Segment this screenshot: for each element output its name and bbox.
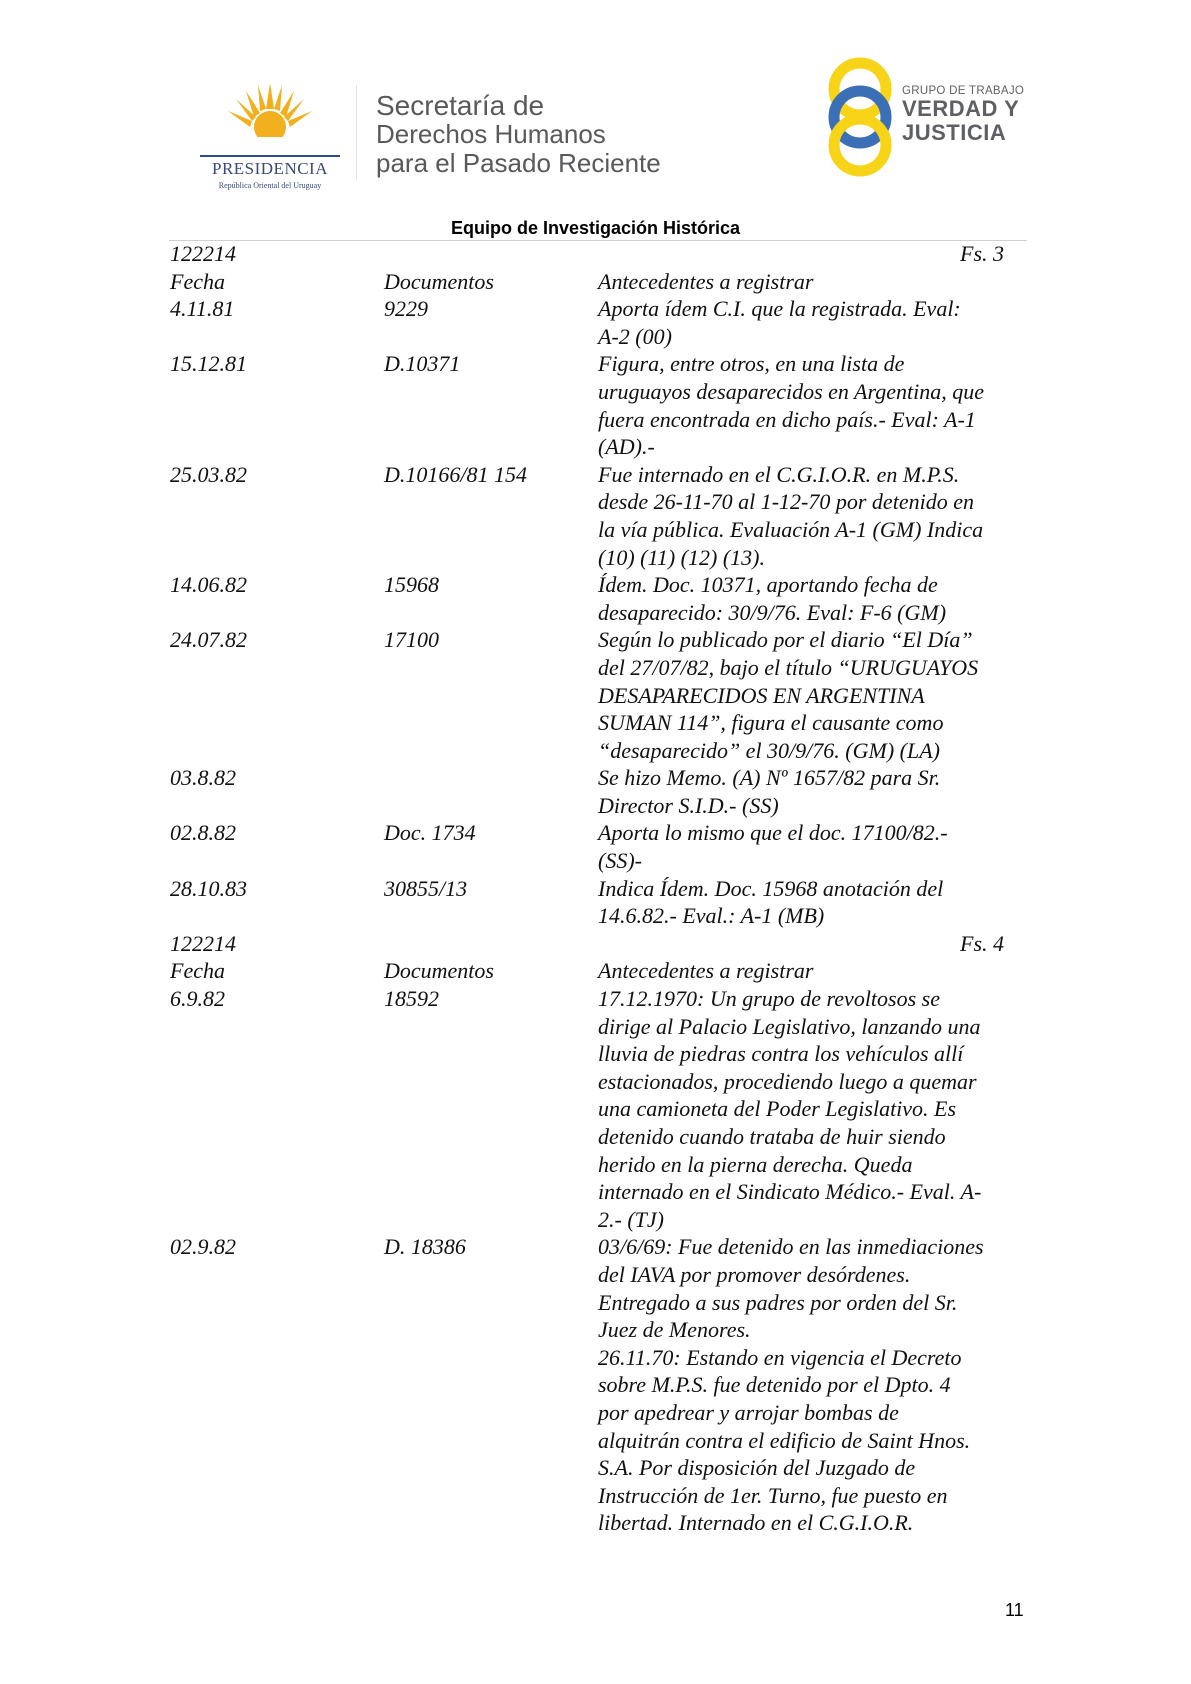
verdad-label: VERDAD Y [902,96,1020,121]
entry-text-line: estacionados, procediendo luego a quemar [598,1068,977,1094]
spacer [384,930,598,958]
entry-text-line: 03/6/69: Fue detenido en las inmediaciones [598,1234,984,1260]
column-header-date: Fecha [170,268,225,294]
record-id: 122214 [170,930,236,956]
entry-date: 6.9.82 [170,986,225,1012]
entry-text-line: dirige al Palacio Legislativo, lanzando una [598,1013,981,1039]
entry-text-line: S.A. Por disposición del Juzgado de [598,1455,916,1481]
entry-text-line: por apedrear y arrojar bombas de [598,1399,899,1425]
folio-number: Fs. 4 [960,930,1004,956]
presidencia-logo [190,75,350,190]
entry-text-line: alquitrán contra el edificio de Saint Hnos. [598,1427,971,1453]
secretaria-line-2: Derechos Humanos [376,119,606,149]
secretaria-line-3: para el Pasado Reciente [376,148,661,178]
entry-antecedents [598,764,1026,819]
entry-text-line: SUMAN 114”, figura el causante como [598,710,944,736]
entry-text-line: internado en el Sindicato Médico.- Eval. A- [598,1179,982,1205]
record-id: 122214 [170,241,236,266]
entry-text-line: Figura, entre otros, en una lista de [598,351,905,377]
entry-text-line: 2.- (TJ) [598,1206,664,1232]
entry-date: 02.9.82 [170,1234,236,1260]
entry-text-line: A-2 (00) [598,323,672,349]
entry-row [170,875,1030,930]
entry-row [170,626,1030,764]
spacer [384,240,598,268]
entry-text-line: desaparecido: 30/9/76. Eval: F-6 (GM) [598,599,947,625]
record-content [170,240,1030,1537]
entry-text-line: Entregado a sus padres por orden del Sr. [598,1289,958,1315]
column-header-documents: Documentos [384,958,494,984]
document-title: Equipo de Investigación Histórica [450,218,741,238]
entry-antecedents [598,985,1026,1233]
entry-text-line: Aporta ídem C.I. que la registrada. Eval: [598,296,961,322]
column-header-antecedents: Antecedentes a registrar [598,268,814,294]
entry-text-line: 17.12.1970: Un grupo de revoltosos se [598,986,940,1012]
entry-text-line: Juez de Menores. [598,1317,751,1343]
entry-text-line: sobre M.P.S. fue detenido por el Dpto. 4 [598,1372,951,1398]
page-header [190,55,1030,190]
entry-document: 30855/13 [384,875,468,901]
secretaria-title [376,91,661,178]
entry-text-line: (AD).- [598,434,655,460]
entry-row [170,764,1030,819]
entry-text-line: Fue internado en el C.G.I.O.R. en M.P.S. [598,461,960,487]
entry-text-line: la vía pública. Evaluación A-1 (GM) Indica [598,516,984,542]
presidencia-subtitle: República Oriental del Uruguay [218,181,322,190]
entry-row [170,461,1030,571]
entry-date: 24.07.82 [170,627,247,653]
entry-text-line: 14.6.82.- Eval.: A-1 (MB) [598,903,825,929]
entry-row [170,295,1030,350]
entry-text-line: detenido cuando trataba de huir siendo [598,1124,946,1149]
entry-text-line: fuera encontrada en dicho país.- Eval: A-1 [598,406,976,432]
entry-row [170,819,1030,874]
secretaria-line-1: Secretaría de [376,90,545,121]
entry-text-line: una camioneta del Poder Legislativo. Es [598,1096,957,1122]
column-headers [170,957,1030,985]
entry-document: 15968 [384,572,439,598]
page-number: 11 [1005,1600,1024,1620]
entry-antecedents [598,571,1026,626]
entry-date: 02.8.82 [170,820,236,846]
entry-text-line: del IAVA por promover desórdenes. [598,1261,911,1287]
entry-row [170,571,1030,626]
column-headers [170,268,1030,296]
entry-text-line: uruguayos desaparecidos en Argentina, que [598,378,984,404]
entry-antecedents [598,295,1026,350]
column-header-documents: Documentos [384,268,494,294]
entry-text-line: Director S.I.D.- (SS) [598,792,779,818]
justicia-label: JUSTICIA [902,120,1007,145]
entry-text-line: Instrucción de 1er. Turno, fue puesto en [598,1482,948,1508]
linked-rings-icon [820,55,900,180]
entry-text-line: Ídem. Doc. 10371, aportando fecha de [598,572,938,598]
entry-text-line: Aporta lo mismo que el doc. 17100/82.- [598,820,948,846]
entry-date: 03.8.82 [170,765,236,791]
entry-row [170,985,1030,1233]
entry-text-line: lluvia de piedras contra los vehículos allí [598,1041,964,1067]
entry-text-line: DESAPARECIDOS EN ARGENTINA [598,682,925,708]
entry-antecedents [598,626,1026,764]
entry-text-line: 26.11.70: Estando en vigencia el Decreto [598,1344,962,1370]
entry-text-line: herido en la pierna derecha. Queda [598,1151,913,1177]
entry-antecedents [598,1233,1026,1537]
entry-text-line: Se hizo Memo. (A) Nº 1657/82 para Sr. [598,765,941,791]
entry-text-line: libertad. Internado en el C.G.I.O.R. [598,1510,914,1536]
entry-document: Doc. 1734 [384,820,476,846]
folio-number: Fs. 3 [960,241,1004,266]
entry-row [170,1233,1030,1537]
entry-date: 25.03.82 [170,461,247,487]
entry-date: 14.06.82 [170,572,247,598]
entry-document: D.10166/81 154 [384,461,527,487]
entry-date: 15.12.81 [170,351,247,377]
section-header [170,240,1030,268]
entry-row [170,350,1030,460]
column-header-date: Fecha [170,958,225,984]
entry-date: 28.10.83 [170,875,247,901]
entry-document [384,764,598,819]
section-header [170,930,1030,958]
entry-text-line: (SS)- [598,848,642,874]
entry-text-line: (10) (11) (12) (13). [598,544,765,570]
entry-text-line: del 27/07/82, bajo el título “URUGUAYOS [598,654,979,680]
entry-document: D.10371 [384,351,461,377]
header-divider [356,85,357,180]
sun-emblem-icon [220,75,320,155]
entry-document: 17100 [384,627,439,653]
verdad-justicia-text [902,85,1024,145]
verdad-justicia-logo [820,55,1030,180]
entry-text-line: “desaparecido” el 30/9/76. (GM) (LA) [598,737,940,763]
entry-text-line: Según lo publicado por el diario “El Día” [598,627,973,653]
entry-text-line: desde 26-11-70 al 1-12-70 por detenido en [598,489,974,515]
presidencia-divider [200,155,340,157]
grupo-trabajo-label: GRUPO DE TRABAJO [902,85,1025,97]
column-header-antecedents: Antecedentes a registrar [598,958,814,984]
entry-antecedents [598,819,1026,874]
entry-date: 4.11.81 [170,296,235,322]
entry-document: 9229 [384,296,428,322]
entry-document: D. 18386 [384,1234,466,1260]
entry-antecedents [598,461,1026,571]
entry-document: 18592 [384,986,439,1012]
presidencia-name: PRESIDENCIA [211,159,328,178]
entry-text-line: Indica Ídem. Doc. 15968 anotación del [598,875,944,901]
entry-antecedents [598,350,1026,460]
entry-antecedents [598,875,1026,930]
